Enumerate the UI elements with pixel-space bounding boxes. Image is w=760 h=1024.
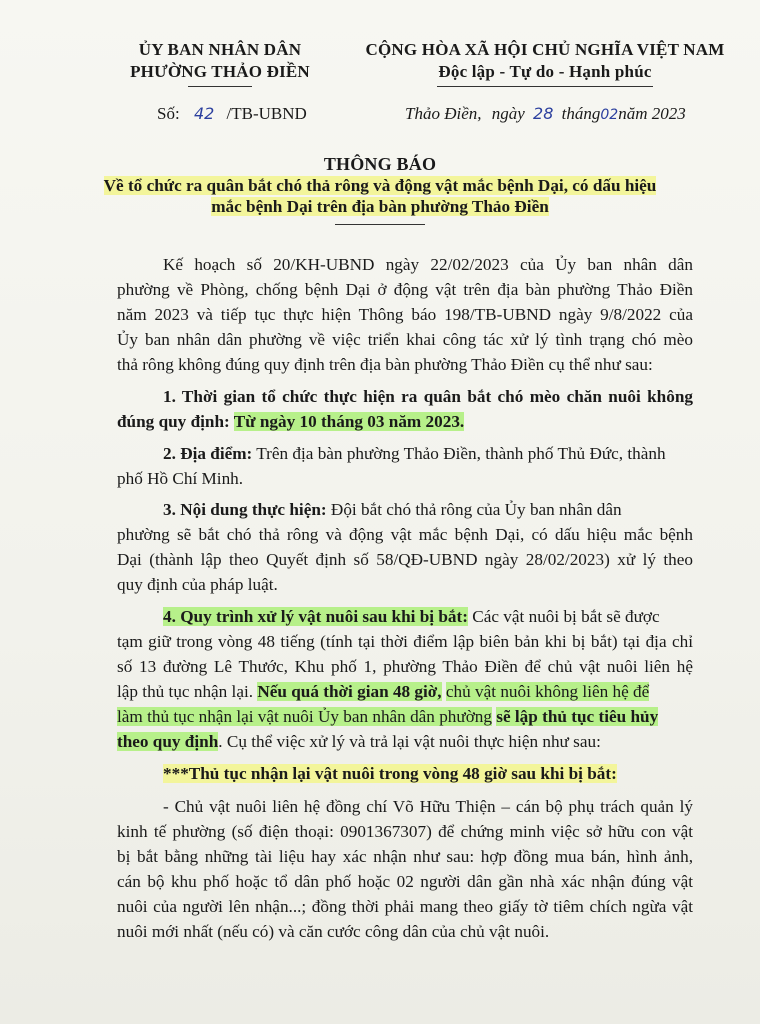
item3-label: 3. Nội dung thực hiện:: [163, 500, 327, 519]
item4-label: 4. Quy trình xử lý vật nuôi sau khi bị bắt:: [163, 607, 468, 626]
item4-line5: làm thủ tục nhận lại vật nuôi Ủy ban nhân dân phường sẽ lập thủ tục tiêu hủy: [117, 707, 659, 726]
intro-line: Ủy ban nhân dân phường về việc triển khai công tác xử lý tình trạng chó mèo: [117, 330, 693, 349]
date-year: năm 2023: [618, 104, 686, 123]
notice-heading: THÔNG BÁO: [323, 154, 437, 174]
item4-destroy-highlight: sẽ lập thủ tục tiêu hủy: [496, 707, 659, 726]
item3-line3: Dại (thành lập theo Quyết định số 58/QĐ-UBND ngày 28/02/2023) xử lý theo: [117, 550, 693, 569]
handwritten-month: 02: [600, 107, 619, 123]
item2-label: 2. Địa điểm:: [163, 444, 253, 463]
title-underline: [335, 224, 425, 225]
item4-line2: tạm giữ trong vòng 48 tiếng (tính tại thời điểm lập biên bản khi bị bắt) tại địa chỉ: [117, 632, 693, 651]
motto-underline: [437, 86, 653, 87]
item4-line6: theo quy định. Cụ thể việc xử lý và trả lại vật nuôi thực hiện như sau:: [117, 732, 601, 751]
document-number: [157, 104, 307, 124]
number-suffix: /TB-UBND: [226, 104, 307, 123]
item4-line1: 4. Quy trình xử lý vật nuôi sau khi bị bắt: Các vật nuôi bị bắt sẽ được: [163, 607, 660, 626]
intro-line: phường về Phòng, chống bệnh Dại ở động vật trên địa bàn phường Thảo Điền: [117, 280, 693, 299]
issuer-underline: [188, 86, 252, 87]
item3-line4: quy định của pháp luật.: [117, 575, 278, 594]
document-date: [405, 104, 686, 124]
procedure-line: cán bộ khu phố hoặc tổ dân phố hoặc 02 người dân gần nhà xác nhận đúng vật: [117, 872, 693, 891]
item1-date-highlight: Từ ngày 10 tháng 03 năm 2023.: [233, 412, 465, 431]
item1-line2: đúng quy định: Từ ngày 10 tháng 03 năm 2023.: [117, 412, 465, 431]
item2-line1: 2. Địa điểm: Trên địa bàn phường Thảo Điền, thành phố Thủ Đức, thành: [163, 444, 666, 463]
number-prefix: Số:: [157, 104, 180, 123]
item1-line1: 1. Thời gian tổ chức thực hiện ra quân bắt chó mèo chăn nuôi không: [163, 387, 693, 406]
item4-line3: số 13 đường Lê Thước, Khu phố 1, phường Thảo Điền để chủ vật nuôi liên hệ: [117, 657, 693, 676]
handwritten-number: 42: [193, 104, 215, 123]
national-title: CỘNG HÒA XÃ HỘI CHỦ NGHĨA VIỆT NAM: [365, 40, 725, 59]
date-day-label: ngày: [491, 104, 525, 123]
notice-subtitle-1: Về tổ chức ra quân bắt chó thả rông và động vật mắc bệnh Dại, có dấu hiệu: [103, 176, 657, 195]
procedure-line: nuôi mới nhất (nếu có) và căn cước công dân của chủ vật nuôi.: [117, 922, 550, 941]
intro-line: Kế hoạch số 20/KH-UBND ngày 22/02/2023 của Ủy ban nhân dân: [163, 255, 693, 274]
procedure-line: kinh tế phường (số điện thoại: 0901367307) để chứng minh việc sở hữu con vật: [117, 822, 693, 841]
date-place: Thảo Điền,: [405, 104, 482, 123]
procedure-line: nuôi của người lên nhận...; đồng thời phải mang theo giấy tờ tiêm chích ngừa vật: [117, 897, 693, 916]
issuer-name: ỦY BAN NHÂN DÂN: [138, 40, 302, 59]
date-month-label: tháng: [561, 104, 601, 123]
procedure-heading: ***Thủ tục nhận lại vật nuôi trong vòng 48 giờ sau khi bị bắt:: [163, 764, 617, 783]
item3-line1: 3. Nội dung thực hiện: Đội bắt chó thả rông của Ủy ban nhân dân: [163, 500, 622, 519]
item3-line2: phường sẽ bắt chó thả rông và động vật mắc bệnh Dại, có dấu hiệu mắc bệnh: [117, 525, 693, 544]
item2-line2: phố Hồ Chí Minh.: [117, 469, 244, 488]
item4-deadline-highlight: Nếu quá thời gian 48 giờ,: [257, 682, 442, 701]
intro-line: năm 2023 và tiếp tục thực hiện Thông báo 198/TB-UBND ngày 9/8/2022 của: [117, 305, 693, 324]
national-motto: Độc lập - Tự do - Hạnh phúc: [438, 62, 652, 81]
intro-line: thả rông không đúng quy định trên địa bàn phường Thảo Điền cụ thể như sau:: [117, 355, 653, 374]
issuer-ward: PHƯỜNG THẢO ĐIỀN: [130, 62, 310, 81]
procedure-line: - Chủ vật nuôi liên hệ đồng chí Võ Hữu Thiện – cán bộ phụ trách quản lý: [163, 797, 693, 816]
notice-subtitle-2: mắc bệnh Dại trên địa bàn phường Thảo Điền: [211, 197, 549, 216]
procedure-line: bị bắt bằng những tài liệu hay xác nhận như sau: hợp đồng mua bán, hình ảnh,: [117, 847, 693, 866]
handwritten-day: 28: [533, 104, 554, 123]
item4-line4: lập thủ tục nhận lại. Nếu quá thời gian 48 giờ, chủ vật nuôi không liên hệ để: [117, 682, 650, 701]
